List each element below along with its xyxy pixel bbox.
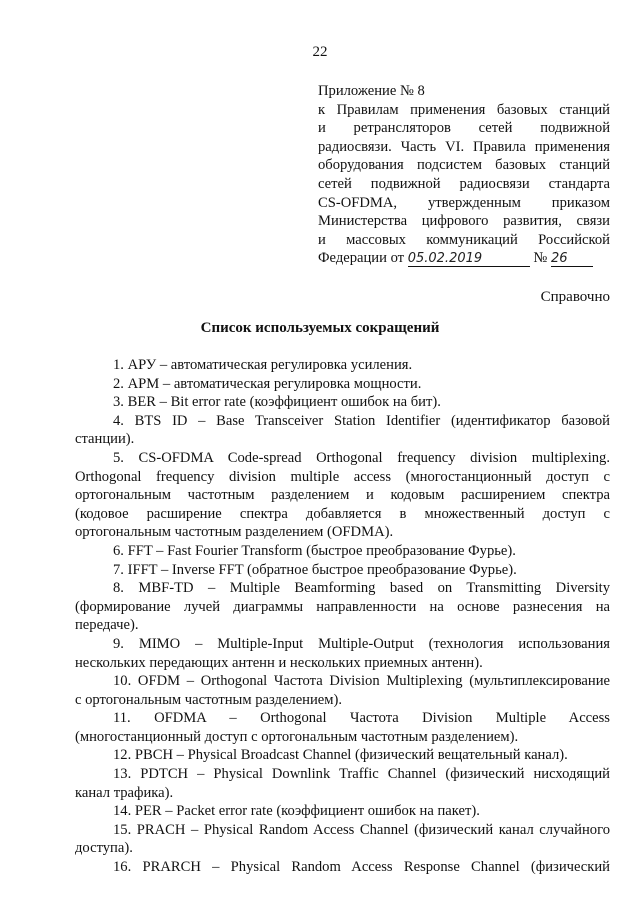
abbreviation-line: доступа).	[75, 840, 133, 857]
appendix-header	[318, 82, 610, 268]
appendix-line: Министерства цифрового развития, связи	[318, 213, 610, 230]
abbreviation-line: 1. АРУ – автоматическая регулировка усиления.	[113, 357, 413, 373]
abbreviation-line: 5. CS-OFDMA Code-spread Orthogonal frequency division multiplexing.	[113, 449, 610, 466]
abbreviation-item	[75, 765, 610, 802]
abbreviation-line: 10. OFDM – Orthogonal Частота Division Multiplexing (мультиплексирование	[113, 673, 610, 690]
abbreviation-line: 2. АРМ – автоматическая регулировка мощности.	[113, 375, 422, 392]
date-prefix: Федерации от	[318, 250, 405, 267]
abbreviation-line: 14. PER – Packet error rate (коэффициент ошибок на пакет).	[113, 803, 480, 820]
appendix-date-line	[318, 249, 610, 268]
abbreviation-item	[75, 579, 610, 635]
abbreviation-line: 4. BTS ID – Base Transceiver Station Identifier (идентификатор базовой	[113, 412, 610, 429]
abbreviation-line: 12. PBCH – Physical Broadcast Channel (физический вещательный канал).	[113, 747, 568, 764]
abbreviation-line: 15. PRACH – Physical Random Access Channel (физический канал случайного	[113, 821, 610, 838]
abbreviation-line: (многостанционный доступ с ортогональным частотным разделением).	[75, 728, 519, 745]
abbreviation-line: (формирование лучей диаграммы направленности на основе разнесения на	[75, 598, 610, 615]
appendix-line: сетей подвижной радиосвязи стандарта	[318, 175, 610, 192]
abbreviation-line: ортогональным частотным разделением и кодовым расширением спектра	[75, 487, 610, 504]
reference-note: Справочно	[540, 289, 610, 305]
abbreviation-item	[75, 393, 610, 412]
abbreviation-line: 8. MBF-TD – Multiple Beamforming based on Transmitting Diversity	[113, 580, 610, 597]
appendix-line: радиосвязи. Часть VI. Правила применения	[318, 138, 610, 155]
abbreviation-line: с ортогональным частотным разделением).	[75, 691, 343, 708]
handwritten-number: 26	[551, 251, 593, 267]
abbreviation-line: передаче).	[75, 617, 139, 634]
abbreviation-line: 11. OFDMA – Orthogonal Частота Division Multiple Access	[113, 710, 610, 727]
abbreviation-item	[75, 858, 610, 877]
list-title: Список используемых сокращений	[200, 320, 440, 336]
appendix-line: и ретрансляторов сетей подвижной	[318, 120, 610, 137]
abbreviation-line: станции).	[75, 431, 135, 448]
abbreviation-line: Orthogonal frequency division multiple access (многостанционный доступ с	[75, 468, 610, 485]
appendix-line: CS-OFDMA, утвержденным приказом	[318, 194, 610, 211]
number-label: №	[533, 250, 548, 267]
appendix-line: оборудования подсистем базовых станций	[318, 157, 610, 174]
abbreviation-line: 13. PDTCH – Physical Downlink Traffic Channel (физический нисходящий	[113, 766, 610, 783]
abbreviation-item	[75, 709, 610, 746]
abbreviation-item	[75, 542, 610, 561]
abbreviation-line: 3. BER – Bit error rate (коэффициент ошибок на бит).	[113, 394, 441, 411]
abbreviation-item	[75, 821, 610, 858]
abbreviation-item	[75, 412, 610, 449]
abbreviation-item	[75, 561, 610, 580]
abbreviation-line: канал трафика).	[75, 784, 174, 801]
abbreviation-item	[75, 635, 610, 672]
abbreviation-item	[75, 802, 610, 821]
abbreviation-item	[75, 375, 610, 394]
abbreviation-line: (кодовое расширение спектра добавляется в множественный доступ с	[75, 505, 610, 522]
abbreviation-line: ортогональным частотным разделением (OFDMA).	[75, 524, 394, 541]
appendix-title: Приложение № 8	[318, 83, 425, 99]
abbreviation-line: 7. IFFT – Inverse FFT (обратное быстрое преобразование Фурье).	[113, 561, 517, 578]
page-number: 22	[312, 44, 328, 60]
abbreviation-line: 9. MIMO – Multiple-Input Multiple-Output (технология использования	[113, 635, 610, 652]
handwritten-date: 05.02.2019	[408, 251, 530, 267]
abbreviation-line: 6. FFT – Fast Fourier Transform (быстрое преобразование Фурье).	[113, 542, 516, 559]
abbreviation-item	[75, 449, 610, 542]
abbreviation-item	[75, 746, 610, 765]
abbreviation-item	[75, 672, 610, 709]
abbreviation-list	[75, 356, 610, 877]
appendix-line: и массовых коммуникаций Российской	[318, 231, 610, 248]
abbreviation-item	[75, 356, 610, 375]
abbreviation-line: 16. PRARCH – Physical Random Access Response Channel (физический	[113, 859, 610, 876]
abbreviation-line: нескольких передающих антенн и нескольких приемных антенн).	[75, 654, 483, 671]
appendix-line: к Правилам применения базовых станций	[318, 101, 610, 118]
